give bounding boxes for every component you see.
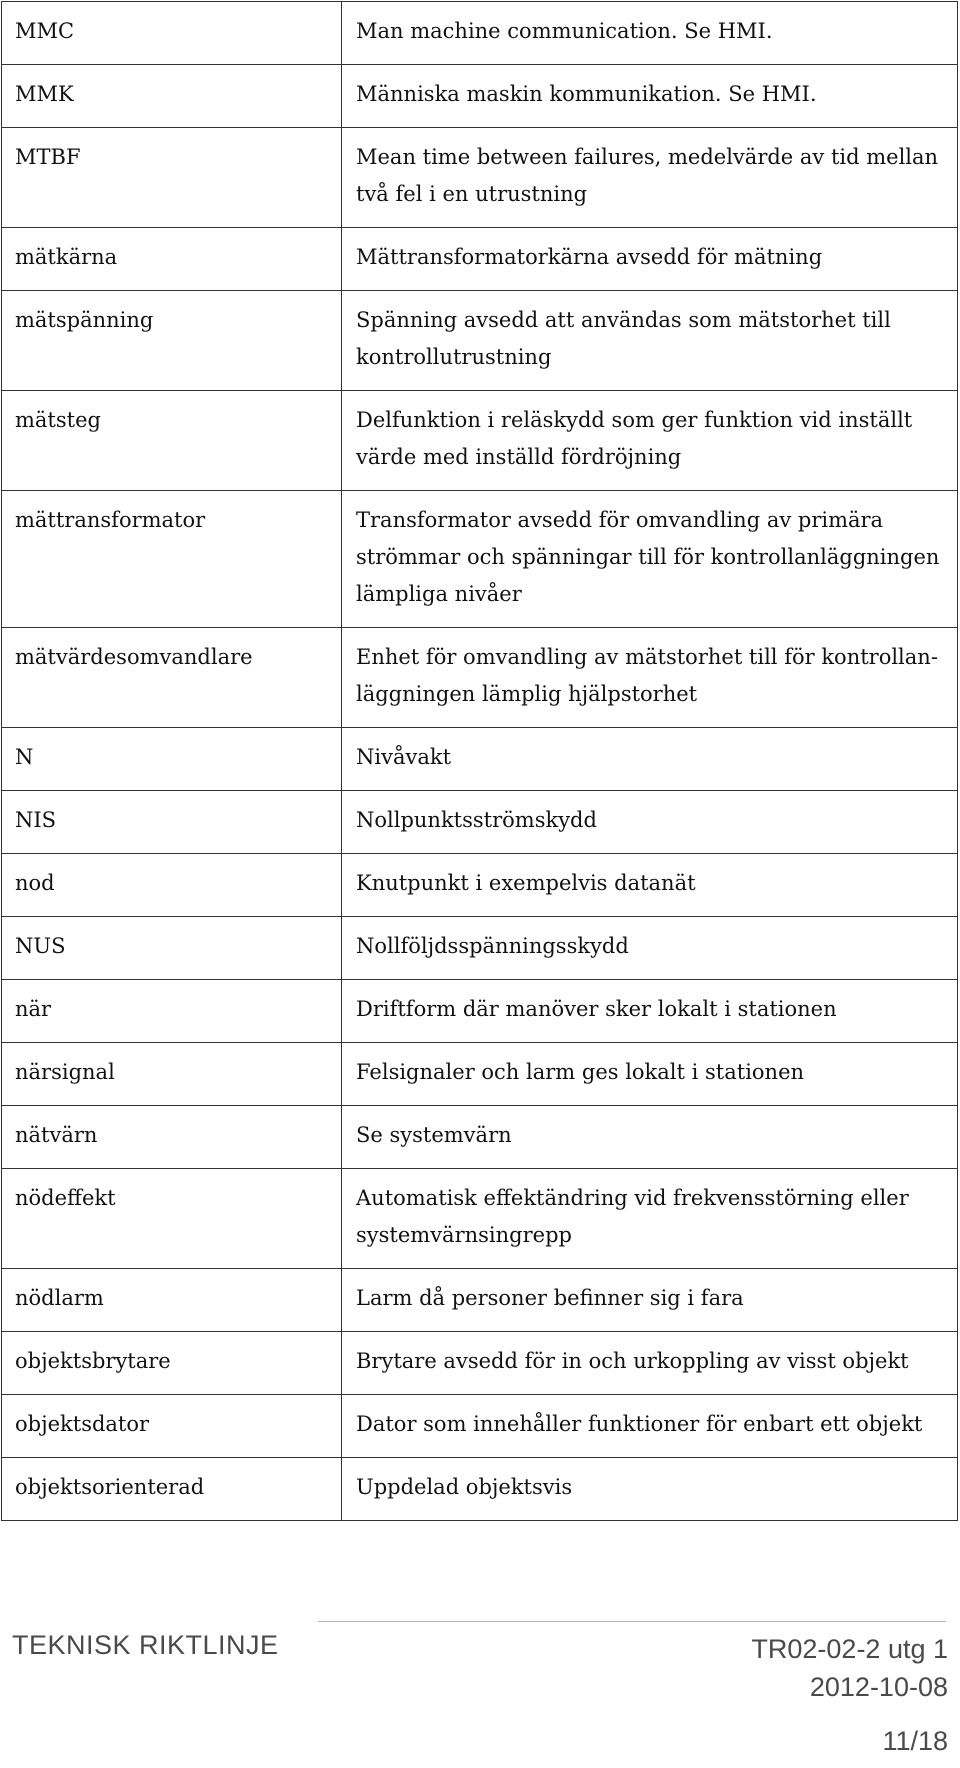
- table-row: [2, 791, 958, 854]
- table-row: [2, 2, 958, 65]
- glossary-term: nödeffekt: [2, 1169, 342, 1269]
- glossary-term: MTBF: [2, 128, 342, 228]
- table-row: [2, 128, 958, 228]
- glossary-definition: Nollpunktsströmskydd: [342, 791, 958, 854]
- glossary-term: närsignal: [2, 1043, 342, 1106]
- glossary-definition: Mättransformatorkärna avsedd för mätning: [342, 228, 958, 291]
- table-row: [2, 491, 958, 628]
- table-row: [2, 1332, 958, 1395]
- glossary-definition: Mean time between failures, medelvärde av tid mellan två fel i en utrustning: [342, 128, 958, 228]
- glossary-definition: Människa maskin kommunikation. Se HMI.: [342, 65, 958, 128]
- glossary-definition: Dator som innehåller funktioner för enbart ett objekt: [342, 1395, 958, 1458]
- glossary-term: mättransformator: [2, 491, 342, 628]
- glossary-term: nätvärn: [2, 1106, 342, 1169]
- table-row: [2, 65, 958, 128]
- glossary-definition: Spänning avsedd att användas som mätstorhet till kontrollutrustning: [342, 291, 958, 391]
- glossary-definition: Brytare avsedd för in och urkoppling av visst objekt: [342, 1332, 958, 1395]
- page-number: 11/18: [882, 1726, 948, 1756]
- glossary-term: NIS: [2, 791, 342, 854]
- table-row: [2, 1169, 958, 1269]
- table-row: [2, 1458, 958, 1521]
- glossary-term: mätvärdesomvandlare: [2, 628, 342, 728]
- footer-divider: [318, 1621, 946, 1622]
- glossary-definition: Man machine communication. Se HMI.: [342, 2, 958, 65]
- table-row: [2, 728, 958, 791]
- glossary-term: objektsdator: [2, 1395, 342, 1458]
- glossary-term: objektsorienterad: [2, 1458, 342, 1521]
- glossary-definition: Knutpunkt i exempelvis datanät: [342, 854, 958, 917]
- table-row: [2, 291, 958, 391]
- table-row: [2, 1395, 958, 1458]
- glossary-definition: Larm då personer befinner sig i fara: [342, 1269, 958, 1332]
- table-row: [2, 391, 958, 491]
- table-row: [2, 228, 958, 291]
- glossary-definition: Automatisk effektändring vid frekvensstörning eller systemvärnsingrepp: [342, 1169, 958, 1269]
- glossary-term: nod: [2, 854, 342, 917]
- glossary-definition: Se systemvärn: [342, 1106, 958, 1169]
- table-row: [2, 1269, 958, 1332]
- glossary-definition: Nivåvakt: [342, 728, 958, 791]
- glossary-table: [1, 1, 958, 1521]
- glossary-term: när: [2, 980, 342, 1043]
- glossary-term: mätkärna: [2, 228, 342, 291]
- glossary-definition: Enhet för omvandling av mätstorhet till för kontrollan-läggningen lämplig hjälpstorhet: [342, 628, 958, 728]
- glossary-body: [2, 2, 958, 1521]
- glossary-term: objektsbrytare: [2, 1332, 342, 1395]
- footer-document-type: TEKNISK RIKTLINJE: [12, 1630, 279, 1660]
- glossary-definition: Driftform där manöver sker lokalt i stationen: [342, 980, 958, 1043]
- table-row: [2, 854, 958, 917]
- table-row: [2, 628, 958, 728]
- glossary-term: mätspänning: [2, 291, 342, 391]
- footer-document-id: TR02-02-2 utg 1: [751, 1634, 948, 1664]
- glossary-term: MMC: [2, 2, 342, 65]
- footer-document-info: [751, 1630, 948, 1706]
- glossary-term: nödlarm: [2, 1269, 342, 1332]
- glossary-definition: Transformator avsedd för omvandling av primära strömmar och spänningar till för kontrollanläggningen lämpliga nivåer: [342, 491, 958, 628]
- glossary-definition: Uppdelad objektsvis: [342, 1458, 958, 1521]
- glossary-definition: Delfunktion i reläskydd som ger funktion vid inställt värde med inställd fördröjning: [342, 391, 958, 491]
- footer-date: 2012-10-08: [809, 1672, 948, 1702]
- glossary-term: MMK: [2, 65, 342, 128]
- table-row: [2, 980, 958, 1043]
- table-row: [2, 1106, 958, 1169]
- glossary-term: mätsteg: [2, 391, 342, 491]
- glossary-definition: Nollföljdsspänningsskydd: [342, 917, 958, 980]
- glossary-term: NUS: [2, 917, 342, 980]
- glossary-term: N: [2, 728, 342, 791]
- table-row: [2, 917, 958, 980]
- table-row: [2, 1043, 958, 1106]
- glossary-definition: Felsignaler och larm ges lokalt i stationen: [342, 1043, 958, 1106]
